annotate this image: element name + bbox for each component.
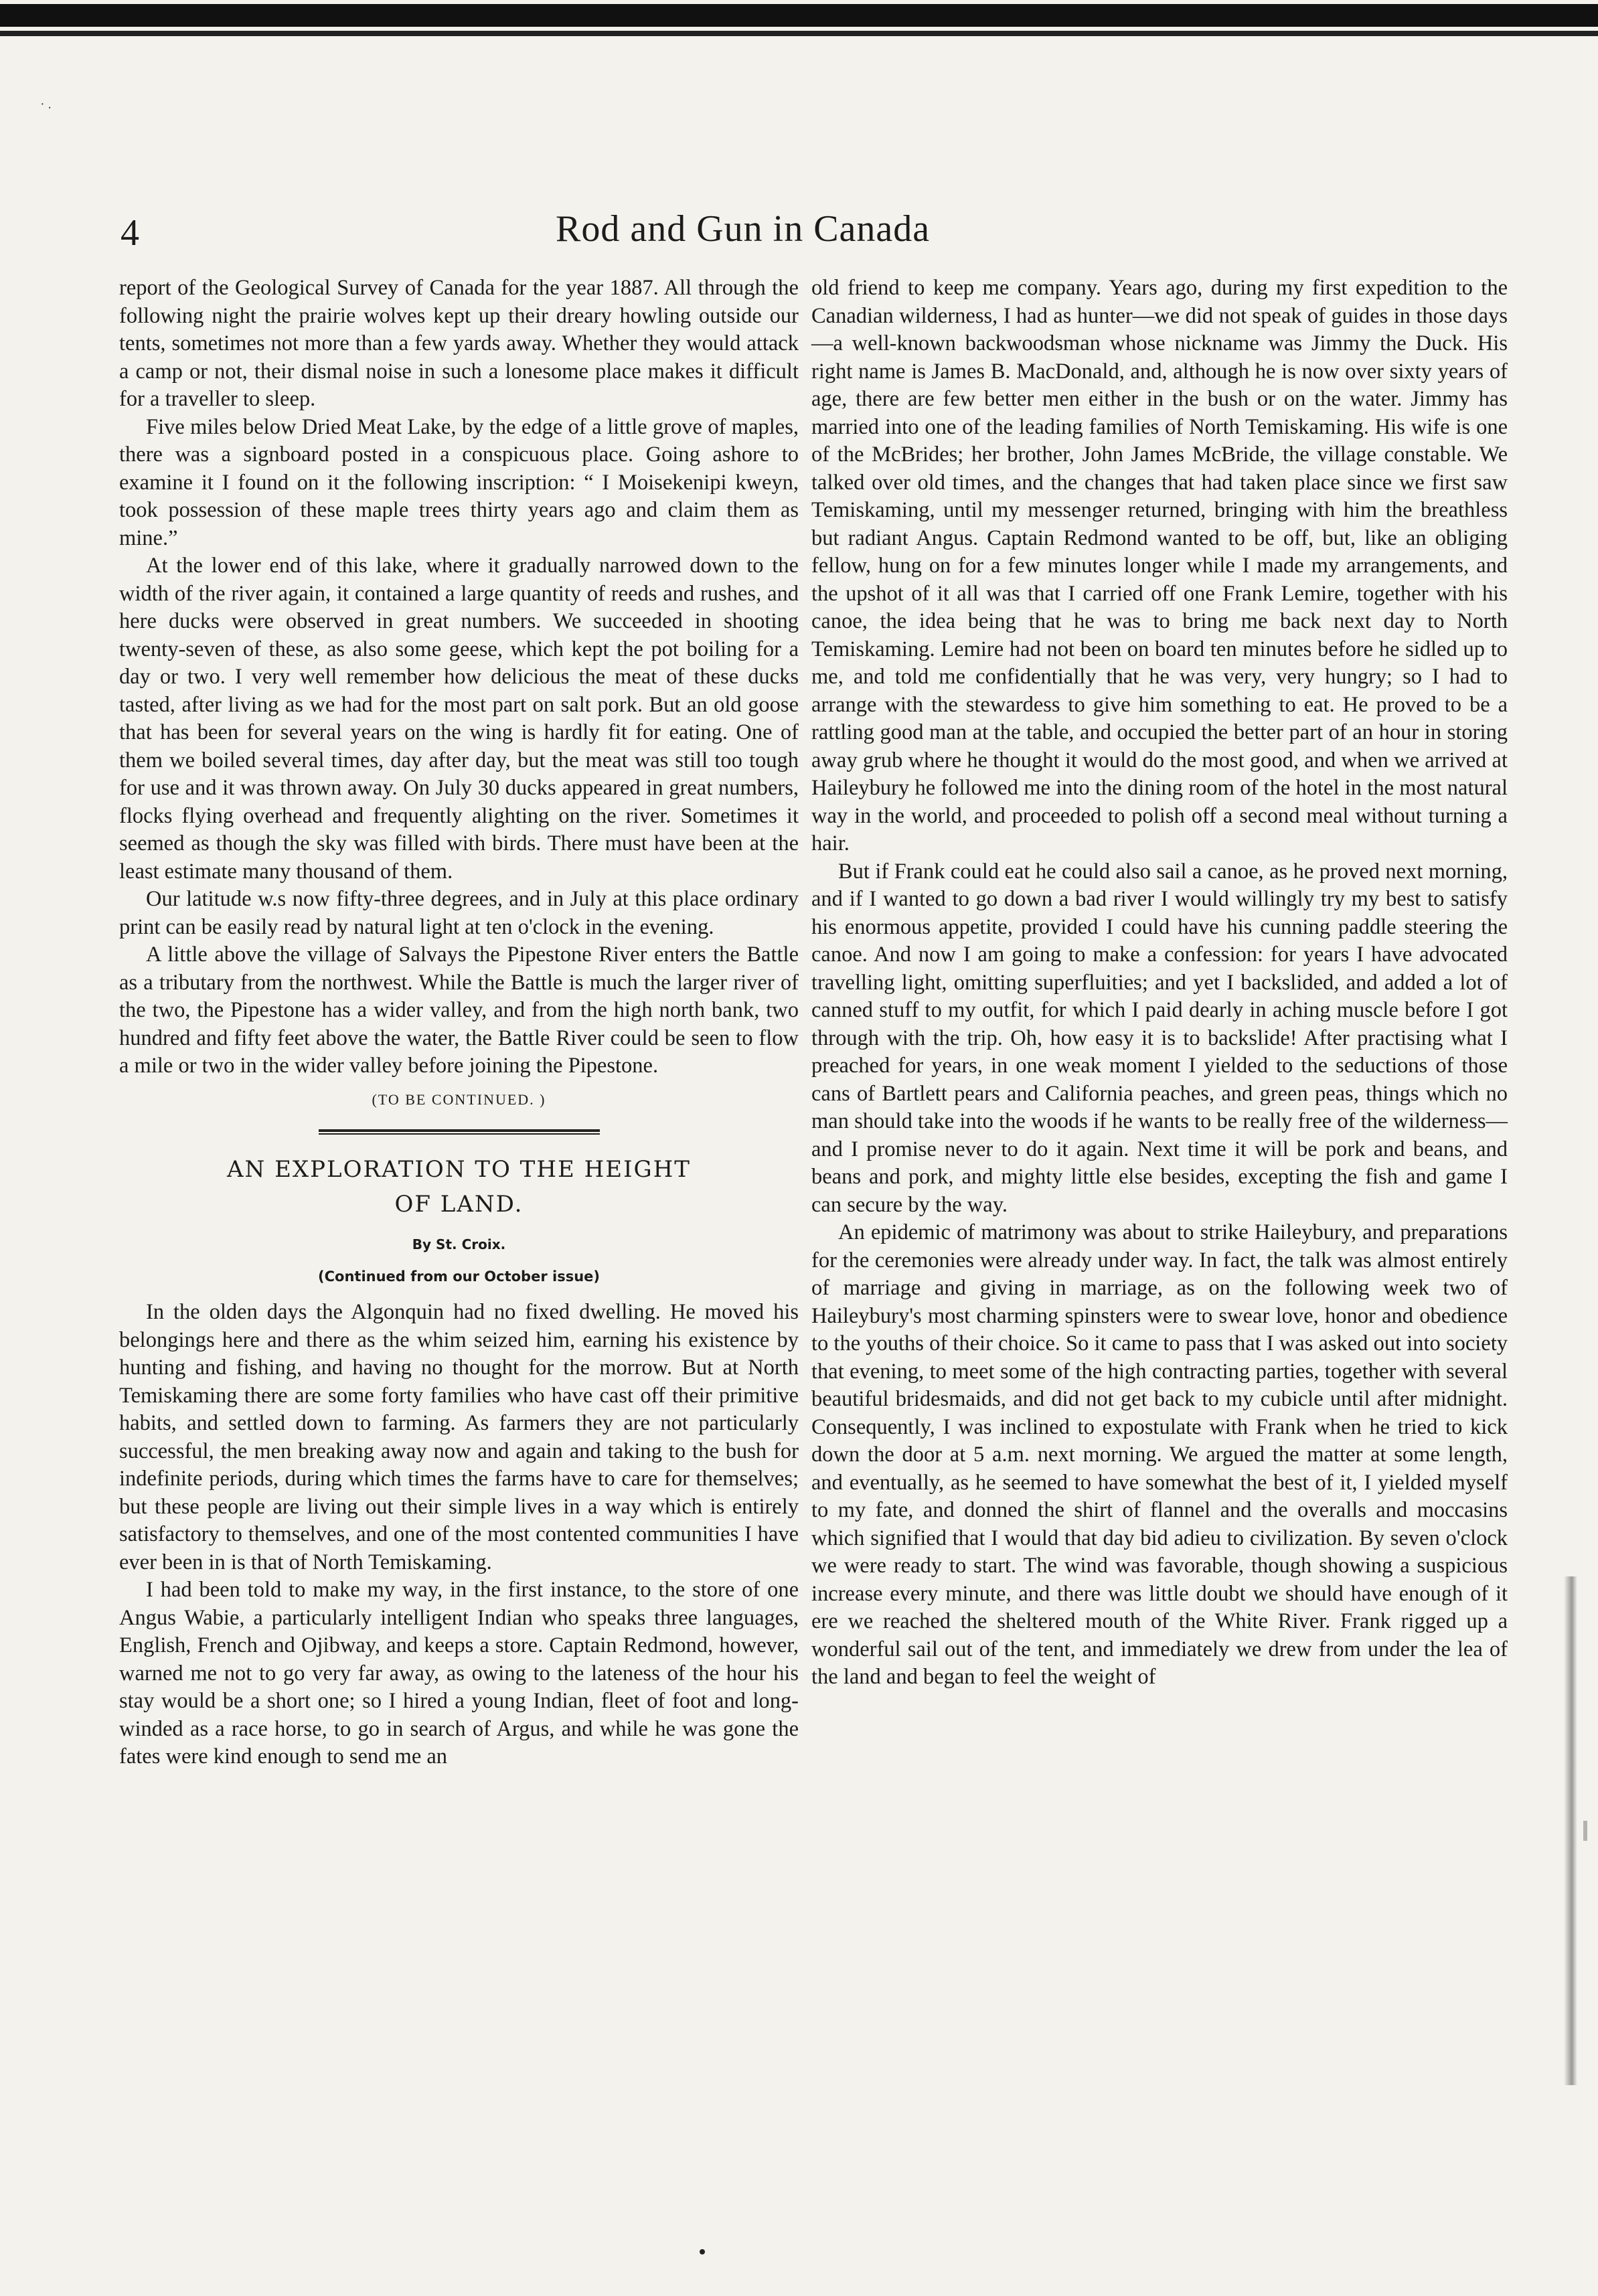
top-border-thin-rule	[0, 31, 1598, 36]
page-number: 4	[121, 212, 139, 254]
paragraph: Five miles below Dried Meat Lake, by the edge of a little grove of maples, there was a signboard posted in a conspicuous place. Going ashore to examine it I found on it the following inscription: “ I Moisekenipi kweyn, took possession of these maple trees thirty years ago and claim them as mine.”	[119, 414, 799, 550]
article-title-line-1: AN EXPLORATION TO THE HEIGHT	[226, 1156, 691, 1183]
paragraph: old friend to keep me company. Years ago, during my first expedition to the Canadian wilderness, I had as hunter—we did not speak of guides in those days—a well-known backwoodsman whose nickname was Jimmy the Duck. His right name is James B. MacDonald, and, although he is now over sixty years of age, there are few better men either in the bush or on the water. Jimmy has married into one of the leading families of North Temiskaming. His wife is one of the McBrides; her brother, John James McBride, the village constable. We talked over old times, and the changes that had taken place since we first saw Temiskaming, until my messenger returned, bringing with him the breathless but radiant Angus. Captain Redmond wanted to be off, but, like an obliging fellow, hung on for a few minutes longer while I made my arrangements, and the upshot of it all was that I carried off one Frank Lemire, together with his canoe, the idea being that he was to bring me back next day to North Temiskaming. Lemire had not been on board ten minutes before he sidled up to me, and told me confidentially that he was very, very hungry; so I had to arrange with the stewardess to give him something to eat. He proved to be a rattling good man at the table, and occupied the better part of an hour in storing away grub where he thought it would do the most good, and when we arrived at Haileybury he followed me into the dining room of the hotel in the most natural way in the world, and proceeded to polish off a second meal without turning a hair.	[811, 276, 1508, 855]
paragraph: At the lower end of this lake, where it gradually narrowed down to the width of the river again, it contained a large quantity of reeds and rushes, and here ducks were observed in great numbers. We succeeded in shooting twenty-seven of these, as also some geese, which kept the pot boiling for a day or two. I very well remember how delicious the meat of these ducks tasted, after living as we had for the most part on salt pork. But an old goose that has been for several years on the wing is hardly fit for eating. One of them we boiled several times, day after day, but the meat was still too tough for use and it was thrown away. On July 30 ducks appeared in great numbers, flocks flying overhead and frequently alighting on the river. Sometimes it seemed as though the sky was filled with birds. There must have been at the least estimate many thousand of them.	[119, 554, 799, 884]
scan-margin-mark	[1583, 1821, 1587, 1841]
scan-speck-decoration: · .	[40, 97, 52, 112]
paragraph: But if Frank could eat he could also sail a canoe, as he proved next morning, and if I wanted to go down a bad river I would willingly try my best to satisfy his enormous appetite, provided I could have his cunning paddle steering the canoe. And now I am going to make a confession: for years I have advocated travelling light, omitting superfluities; and yet I backslided, and added a lot of canned stuff to my outfit, for which I paid dearly in aching muscle before I got through with the trip. Oh, how easy it is to backslide! After practising what I preached for years, in one weak moment I yielded to the seductions of those cans of Bartlett pears and California peaches, and green peas, things which no man should take into the woods if he wants to be really free of the wilderness—and I promise never to do it again. Next time it will be pork and beans, and beans and pork, and mighty little else besides, excepting the fish and game I can secure by the way.	[811, 859, 1508, 1217]
section-divider-rule-thin	[319, 1133, 600, 1135]
running-head-title: Rod and Gun in Canada	[556, 208, 931, 250]
paragraph: report of the Geological Survey of Canada for the year 1887. All through the following night the prairie wolves kept up their dreary howling outside our tents, sometimes not more than a few yards away. Whether they would attack a camp or not, their dismal noise in such a lonesome place makes it difficult for a traveller to sleep.	[119, 276, 799, 411]
right-column	[811, 274, 1508, 1692]
section-divider-rule	[319, 1129, 600, 1132]
article-byline: By St. Croix.	[412, 1236, 506, 1252]
scan-margin-noise	[1564, 1576, 1577, 2085]
to-be-continued-note: (TO BE CONTINUED. )	[372, 1090, 546, 1108]
paragraph: A little above the village of Salvays the Pipestone River enters the Battle as a tributary from the northwest. While the Battle is much the larger river of the two, the Pipestone has a wider valley, and from the high north bank, two hundred and fifty feet above the water, the Battle River could be seen to flow a mile or two in the wider valley before joining the Pipestone.	[119, 942, 799, 1078]
left-column	[119, 274, 799, 1771]
scan-bottom-speck	[700, 2249, 705, 2254]
top-border-rule	[0, 4, 1598, 27]
paragraph: Our latitude w.s now fifty-three degrees, and in July at this place ordinary print can be easily read by natural light at ten o'clock in the evening.	[119, 887, 799, 939]
paragraph: I had been told to make my way, in the first instance, to the store of one Angus Wabie, a particularly intelligent Indian who speaks three languages, English, French and Ojibway, and keeps a store. Captain Redmond, however, warned me not to go very far away, as owing to the lateness of the hour his stay would be a short one; so I hired a young Indian, fleet of foot and long-winded as a race horse, to go in search of Argus, and while he was gone the fates were kind enough to send me an	[119, 1578, 799, 1769]
continued-from-note: (Continued from our October issue)	[318, 1268, 600, 1285]
paragraph: In the olden days the Algonquin had no fixed dwelling. He moved his belongings here and there as the whim seized him, earning his existence by hunting and fishing, and having no thought for the morrow. But at North Temiskaming there are some forty families who have cast off their primitive habits, and settled down to farming. As farmers they are not particularly successful, the men breaking away now and again and taking to the bush for indefinite periods, during which times the farms have to care for themselves; but these people are living out their simple lives in a way which is entirely satisfactory to themselves, and one of the most contented communities I have ever been in is that of North Temiskaming.	[119, 1300, 799, 1574]
article-title-line-2: OF LAND.	[394, 1191, 524, 1218]
paragraph: An epidemic of matrimony was about to strike Haileybury, and preparations for the ceremonies were already under way. In fact, the talk was almost entirely of marriage and giving in marriage, as on the following week two of Haileybury's most charming spinsters were to swear love, honor and obedience to the youths of their choice. So it came to pass that I was asked out into society that evening, to meet some of the high contracting parties, together with several beautiful bridesmaids, and did not get back to my cubicle until after midnight. Consequently, I was inclined to expostulate with Frank when he tried to kick down the door at 5 a.m. next morning. We argued the matter at some length, and eventually, as he seemed to have somewhat the best of it, I yielded myself to my fate, and donned the shirt of flannel and the overalls and moccasins which signified that I would that day bid adieu to civilization. By seven o'clock we were ready to start. The wind was favorable, though showing a suspicious increase every minute, and there was little doubt we should have enough of it ere we reached the sheltered mouth of the White River. Frank rigged up a wonderful sail out of the tent, and immediately we drew from under the lea of the land and began to feel the weight of	[811, 1220, 1508, 1689]
